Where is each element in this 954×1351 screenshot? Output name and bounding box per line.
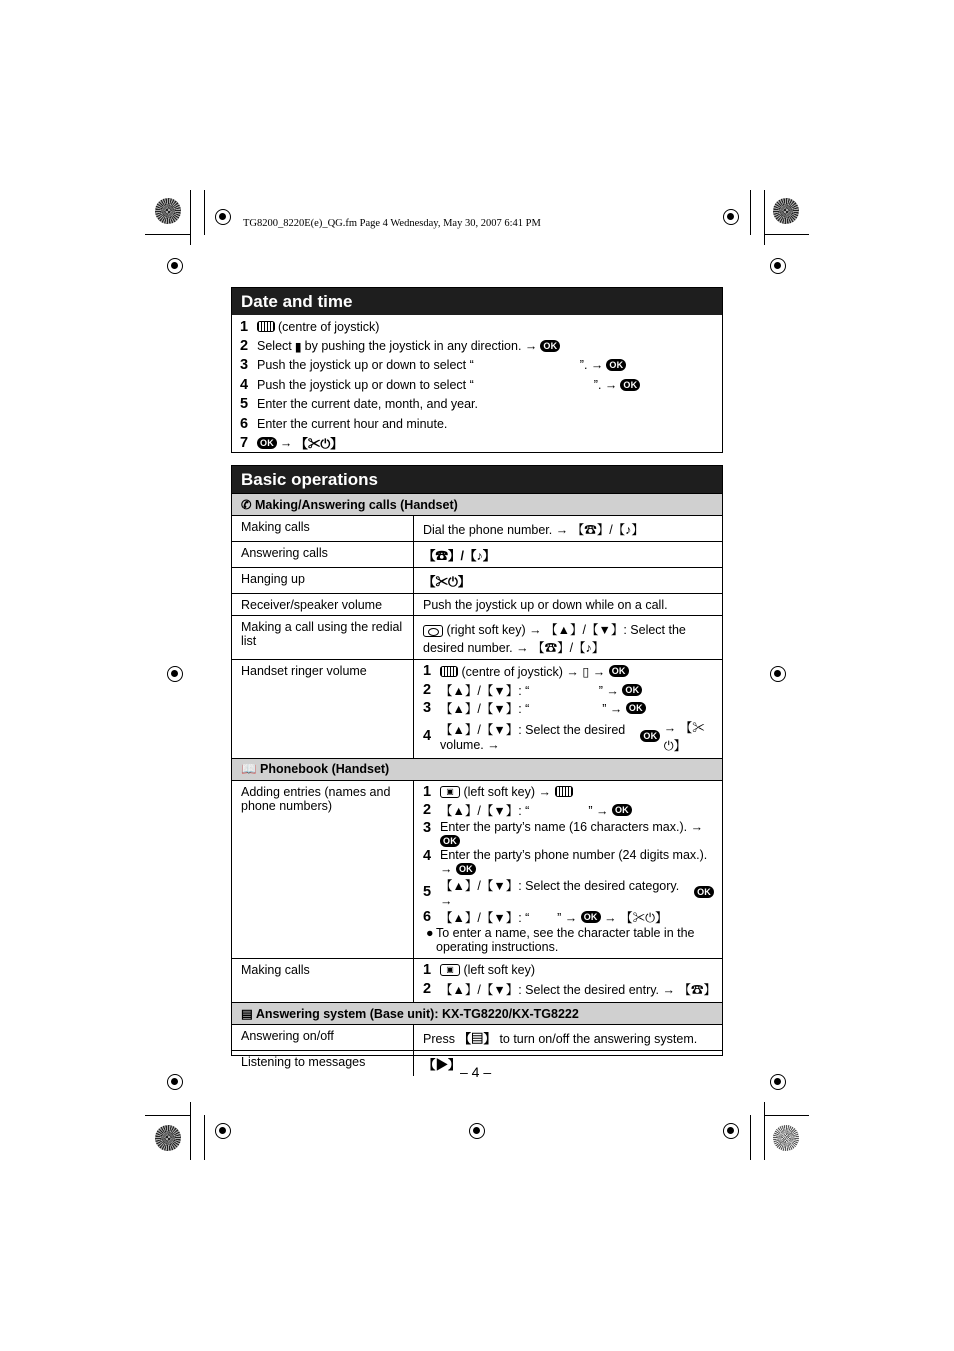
ok-icon: OK	[609, 665, 629, 677]
registration-mark	[167, 258, 183, 274]
step-5	[240, 395, 722, 414]
registration-mark	[770, 666, 786, 682]
step-text: Enter the party’s phone number (24 digits max.). →	[440, 847, 708, 876]
crop-line	[764, 190, 765, 245]
ok-icon: OK	[612, 804, 632, 816]
step-text: →	[279, 436, 293, 451]
basic-operations-title: Basic operations	[232, 466, 722, 493]
answering-machine-icon: ▤	[241, 1007, 256, 1021]
row-value: Push the joystick up or down while on a call.	[414, 594, 723, 616]
registration-disk	[773, 198, 799, 224]
step-text: 【▲】/【▼】: “ ” →	[440, 804, 609, 819]
subheader-phonebook	[232, 758, 722, 780]
ok-icon: OK	[257, 437, 277, 449]
menu-key-icon	[555, 786, 573, 797]
step-text: Select	[257, 339, 292, 354]
right-soft-key-icon	[423, 625, 443, 637]
step-text: ”. →	[579, 358, 604, 373]
table-row	[232, 542, 722, 568]
row-value	[414, 1025, 723, 1051]
date-time-steps	[232, 315, 722, 453]
table-row	[232, 516, 722, 542]
step-text: (left soft key)	[463, 963, 536, 978]
row-value: Dial the phone number. → 【☎】/【♪】	[414, 516, 723, 542]
step-number: 6	[240, 415, 249, 432]
step-number: 3	[240, 357, 249, 374]
row-label: Making a call using the redial list	[232, 616, 414, 660]
step-text: 【▲】/【▼】: “ ” →	[440, 910, 578, 925]
crop-line	[764, 234, 809, 235]
operations-table	[232, 493, 722, 1076]
step-4	[240, 375, 722, 394]
ok-icon: OK	[581, 911, 601, 923]
step-3	[240, 356, 722, 375]
step-number: 2	[423, 802, 432, 819]
crop-line	[764, 1115, 809, 1116]
subheader-answering-system	[232, 1003, 722, 1025]
step-number: 1	[423, 783, 432, 800]
row-value: 【☎】/【♪】	[414, 542, 723, 568]
row-label: Handset ringer volume	[232, 660, 414, 759]
step-text: ”. →	[593, 377, 618, 392]
note-text: To enter a name, see the character table in the operating instructions.	[436, 926, 695, 954]
crop-line	[204, 1115, 205, 1160]
row-label: Answering on/off	[232, 1025, 414, 1051]
subheader-text: Answering system (Base unit): KX-TG8220/KX-TG8222	[255, 1007, 579, 1021]
book-icon: 📖	[241, 761, 261, 776]
step-number: 3	[423, 700, 432, 717]
step-number: 7	[240, 435, 249, 452]
registration-disk	[155, 1125, 181, 1151]
table-row	[232, 594, 722, 616]
crop-line	[750, 190, 751, 235]
step-text: 【▲】/【▼】: “ ” →	[440, 702, 623, 717]
registration-mark	[469, 1123, 485, 1139]
step-number: 5	[423, 883, 432, 900]
row-value-text: Press	[423, 1032, 455, 1046]
ok-icon: OK	[622, 684, 642, 696]
crop-line	[764, 1102, 765, 1160]
table-row	[232, 1025, 722, 1051]
registration-mark	[723, 209, 739, 225]
registration-mark	[215, 1123, 231, 1139]
row-value	[414, 780, 723, 959]
step-text: Enter the current hour and minute.	[257, 416, 448, 431]
step-text: Push the joystick up or down to select “	[257, 377, 474, 392]
step-number: 4	[240, 376, 249, 393]
step-6	[240, 414, 722, 433]
ok-icon: OK	[606, 359, 626, 371]
note: ● To enter a name, see the character table in the operating instructions.	[423, 926, 714, 954]
registration-mark	[770, 258, 786, 274]
row-label: Answering calls	[232, 542, 414, 568]
step-7	[240, 433, 722, 452]
step-number: 3	[423, 819, 432, 836]
step-number: 2	[240, 338, 249, 355]
row-label: Receiver/speaker volume	[232, 594, 414, 616]
step-1	[240, 317, 722, 336]
row-value	[414, 660, 723, 759]
ok-icon: OK	[620, 379, 640, 391]
step-number: 2	[423, 980, 432, 997]
row-label: Making calls	[232, 959, 414, 1003]
step-text: (centre of joystick)	[278, 319, 380, 334]
step-text: Enter the party’s name (16 characters max.). →	[440, 819, 704, 834]
registration-disk	[155, 198, 181, 224]
step-text: (left soft key) →	[463, 784, 552, 799]
step-text: 【▲】/【▼】: Select the desired volume. →	[440, 722, 626, 752]
table-row	[232, 780, 722, 959]
step-text: by pushing the joystick in any direction. →	[304, 339, 538, 354]
step-number: 1	[423, 663, 432, 680]
subheader-text: Phonebook (Handset)	[260, 761, 390, 776]
row-label: Making calls	[232, 516, 414, 542]
row-value-text: to turn on/off the answering system.	[499, 1032, 698, 1046]
phonebook-key-icon: ▣	[440, 964, 460, 976]
menu-key-icon	[257, 321, 275, 332]
row-label: Adding entries (names and phone numbers)	[232, 780, 414, 959]
table-row	[232, 959, 722, 1003]
crop-line	[190, 190, 191, 245]
step-text: 【▲】/【▼】: Select the desired entry. → 【☎】	[440, 982, 716, 997]
row-label: Hanging up	[232, 568, 414, 594]
step-text: Push the joystick up or down to select “	[257, 358, 474, 373]
step-text: (centre of joystick) → ▯ →	[461, 664, 606, 679]
step-number: 4	[423, 727, 432, 744]
row-value	[414, 616, 723, 660]
registration-mark	[167, 666, 183, 682]
step-number: 1	[240, 318, 249, 335]
crop-line	[204, 190, 205, 235]
registration-mark	[167, 1074, 183, 1090]
page-number: – 4 –	[460, 1064, 492, 1080]
date-time-section	[231, 287, 723, 453]
step-text: → 【✂⏻】	[663, 720, 705, 753]
step-2	[240, 336, 722, 355]
ok-icon: OK	[440, 835, 460, 847]
row-value-text: (right soft key) → 【▲】/【▼】: Select the desired number. → 【☎】/【♪】	[423, 623, 686, 655]
step-text: Enter the current date, month, and year.	[257, 397, 478, 412]
registration-mark	[770, 1074, 786, 1090]
settings-icon: ▮	[294, 339, 302, 354]
off-key-icon: 【✂⏻】	[295, 437, 343, 452]
ok-icon: OK	[640, 730, 660, 742]
step-number: 2	[423, 681, 432, 698]
ok-icon: OK	[456, 863, 476, 875]
step-number: 4	[423, 847, 432, 864]
crop-line	[190, 1102, 191, 1160]
table-row	[232, 568, 722, 594]
phonebook-key-icon: ▣	[440, 786, 460, 798]
step-text: → 【✂⏻】	[604, 910, 668, 925]
row-value: 【✂⏻】	[414, 568, 723, 594]
basic-operations-section	[231, 465, 723, 1072]
file-header: TG8200_8220E(e)_QG.fm Page 4 Wednesday, May 30, 2007 6:41 PM	[243, 218, 541, 229]
step-number: 1	[423, 962, 432, 979]
step-text: 【▲】/【▼】: Select the desired category. →	[440, 878, 680, 908]
row-label: Listening to messages	[232, 1051, 414, 1077]
ok-icon: OK	[694, 886, 714, 898]
ok-icon: OK	[540, 340, 560, 352]
answer-key-icon: 【▤】	[458, 1032, 496, 1046]
menu-key-icon	[440, 666, 458, 677]
crop-line	[145, 1115, 190, 1116]
phone-icon: ✆	[241, 498, 255, 512]
row-value	[414, 959, 723, 1003]
registration-mark	[215, 209, 231, 225]
ok-icon: OK	[626, 702, 646, 714]
row-value: 【▶】	[414, 1051, 723, 1077]
subheader-text: Making/Answering calls (Handset)	[254, 498, 458, 512]
crop-line	[145, 234, 190, 235]
registration-disk	[773, 1125, 799, 1151]
step-number: 5	[240, 396, 249, 413]
crop-line	[750, 1115, 751, 1160]
date-time-title: Date and time	[232, 288, 722, 315]
table-row	[232, 616, 722, 660]
table-row	[232, 660, 722, 759]
step-number: 6	[423, 908, 432, 925]
registration-mark	[723, 1123, 739, 1139]
subheader-making-answering	[232, 494, 722, 516]
step-text: 【▲】/【▼】: “ ” →	[440, 683, 619, 698]
